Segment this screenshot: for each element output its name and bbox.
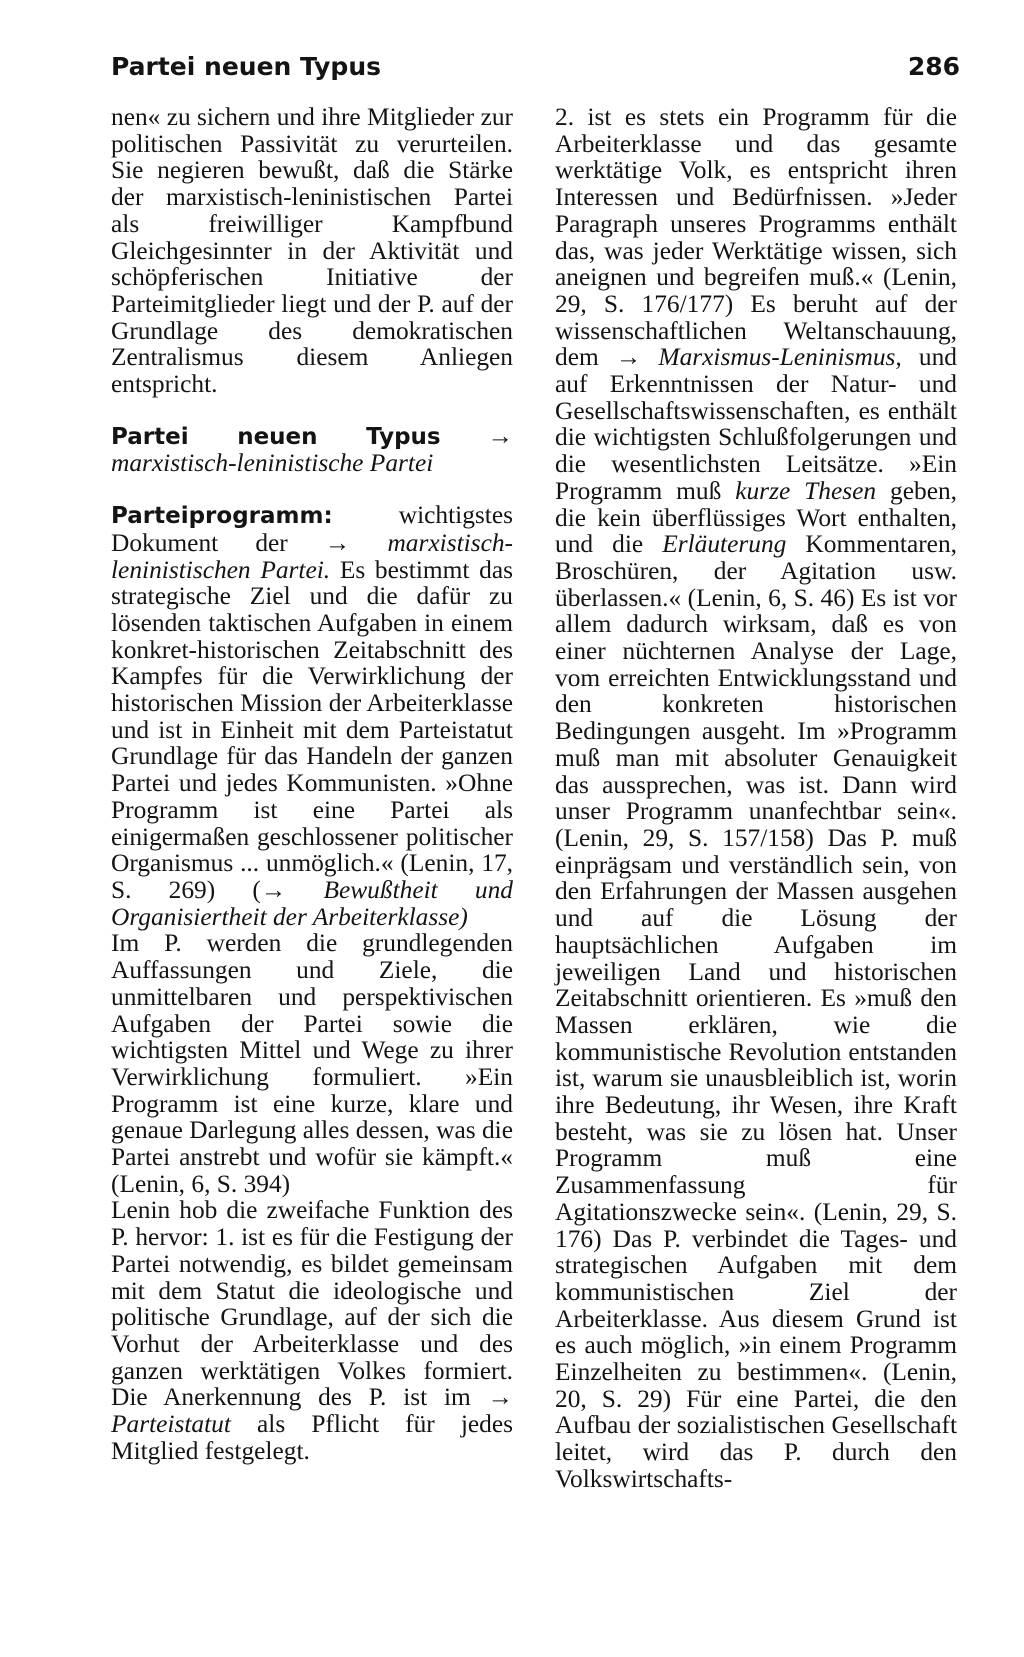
- emphasis-text: Erläuterung: [662, 530, 787, 559]
- entry-text: Es bestimmt das strategische Ziel und die dafür zu lösenden taktischen Aufgaben in einem konkret-historischen Zeitabschnitt des Kampfes für die Verwirklichung der historischen Mission der Arbeiterklasse und ist in Einheit mit dem Parteistatut Grundlage für das Handeln der ganzen Partei und jedes Kommunisten. »Ohne Programm ist eine Partei als einigermaßen geschlossener politischer Organismus ... unmöglich.« (Lenin, 17, S. 269) (: [111, 555, 513, 904]
- cross-reference-link[interactable]: Marxismus-Leninismus,: [641, 343, 902, 372]
- left-column: [111, 104, 513, 1464]
- cross-reference-arrow-icon: →: [615, 343, 642, 372]
- continuation-paragraph: nen« zu sichern und ihre Mitglieder zur politischen Passivität zu verurteilen. Sie negieren bewußt, daß die Stärke der marxistisch-leninistischen Partei als freiwilliger Kampfbund Gleichgesinnter in der Aktivität und schöpferischen Initiative der Parteimitglieder liegt und der P. auf der Grundlage des demokratischen Zentralismus diesem Anliegen entspricht.: [111, 103, 513, 399]
- emphasis-text: kurze Thesen: [735, 476, 877, 505]
- entry-term: Partei neuen Typus: [111, 423, 441, 450]
- entry-text: wichtigstes Dokument der: [111, 501, 513, 557]
- cross-reference-link[interactable]: marxistisch-leninistische Partei: [111, 449, 434, 478]
- cross-reference-arrow-icon: →: [324, 528, 351, 557]
- running-title: Partei neuen Typus: [111, 52, 381, 81]
- cross-reference-arrow-icon: →: [487, 1383, 513, 1412]
- cross-reference-arrow-icon: →: [487, 421, 513, 450]
- entry-partei-neuen-typus: [111, 423, 513, 477]
- cross-reference-link[interactable]: Parteistatut: [111, 1410, 231, 1439]
- running-header: [111, 52, 960, 92]
- body-paragraph: Im P. werden die grundlegenden Auffassungen und Ziele, die unmittelbaren und perspektivischen Aufgaben der Partei sowie die wichtigsten Mittel und Wege zu ihrer Verwirklichung formuliert. »Ein Programm ist eine kurze, klare und genaue Darlegung alles dessen, was die Partei anstrebt und wofür sie kämpft.« (Lenin, 6, S. 394): [111, 929, 513, 1198]
- cross-reference-arrow-icon: →: [260, 875, 287, 904]
- entry-parteiprogramm: [111, 502, 513, 930]
- cross-reference-link[interactable]: marxistisch-leninistischen Partei.: [111, 528, 513, 584]
- body-paragraph: Lenin hob die zweifache Funktion des P. hervor: 1. ist es für die Festigung der Partei notwendig, es bildet gemeinsam mit dem Statut die ideologische und politische Grundlage, auf der sich die Vorhut der Arbeiterklasse und des ganzen werktätigen Volkes formiert. Die Anerkennung des P. ist im → Parteistatut als Pflicht für jedes Mitglied festgelegt.: [111, 1196, 513, 1465]
- body-paragraph: 2. ist es stets ein Programm für die Arbeiterklasse und das gesamte werktätige Volk, es entspricht ihren Interessen und Bedürfnissen. »Jeder Paragraph unseres Programms enthält das, was jeder Werktätige wissen, sich aneignen und begreifen muß.« (Lenin, 29, S. 176/177) Es beruht auf der wissenschaftlichen Weltanschauung, dem → Marxismus-Leninismus, und auf Erkenntnissen der Natur- und Gesellschaftswissenschaften, es enthält die wichtigsten Schlußfolgerungen und die wesentlichsten Leitsätze. »Ein Programm muß kurze Thesen geben, die kein überflüssiges Wort enthalten, und die Erläuterung Kommentaren, Broschüren, der Agitation usw. überlassen.« (Lenin, 6, S. 46) Es ist vor allem dadurch wirksam, daß es von einer nüchternen Analyse der Lage, vom erreichten Entwicklungsstand und den konkreten historischen Bedingungen ausgeht. Im »Programm muß man mit absoluter Genauigkeit das aussprechen, was ist. Dann wird unser Programm unanfechtbar sein«. (Lenin, 29, S. 157/158) Das P. muß einprägsam und verständlich sein, von den Erfahrungen der Massen ausgehen und auf die Lösung der hauptsächlichen Aufgaben im jeweiligen Land und historischen Zeitabschnitt orientieren. Es »muß den Massen erklären, wie die kommunistische Revolution entstanden ist, warum sie unausbleiblich ist, worin ihre Bedeutung, ihr Wesen, ihre Kraft besteht, was sie zu lösen hat. Unser Programm muß eine Zusammenfassung für Agitationszwecke sein«. (Lenin, 29, S. 176) Das P. verbindet die Tages- und strategischen Aufgaben mit dem kommunistischen Ziel der Arbeiterklasse. Aus diesem Grund ist es auch möglich, »in einem Programm Einzelheiten zu bestimmen«. (Lenin, 20, S. 29) Für eine Partei, die den Aufbau der sozialistischen Gesellschaft leitet, wird das P. durch den Volkswirtschafts-: [555, 103, 958, 1493]
- right-column: [555, 104, 957, 1493]
- page-number: 286: [907, 52, 960, 81]
- entry-term: Parteiprogramm:: [111, 503, 333, 530]
- cross-reference-link[interactable]: Bewußtheit und Organisiertheit der Arbeiterklasse): [111, 875, 513, 931]
